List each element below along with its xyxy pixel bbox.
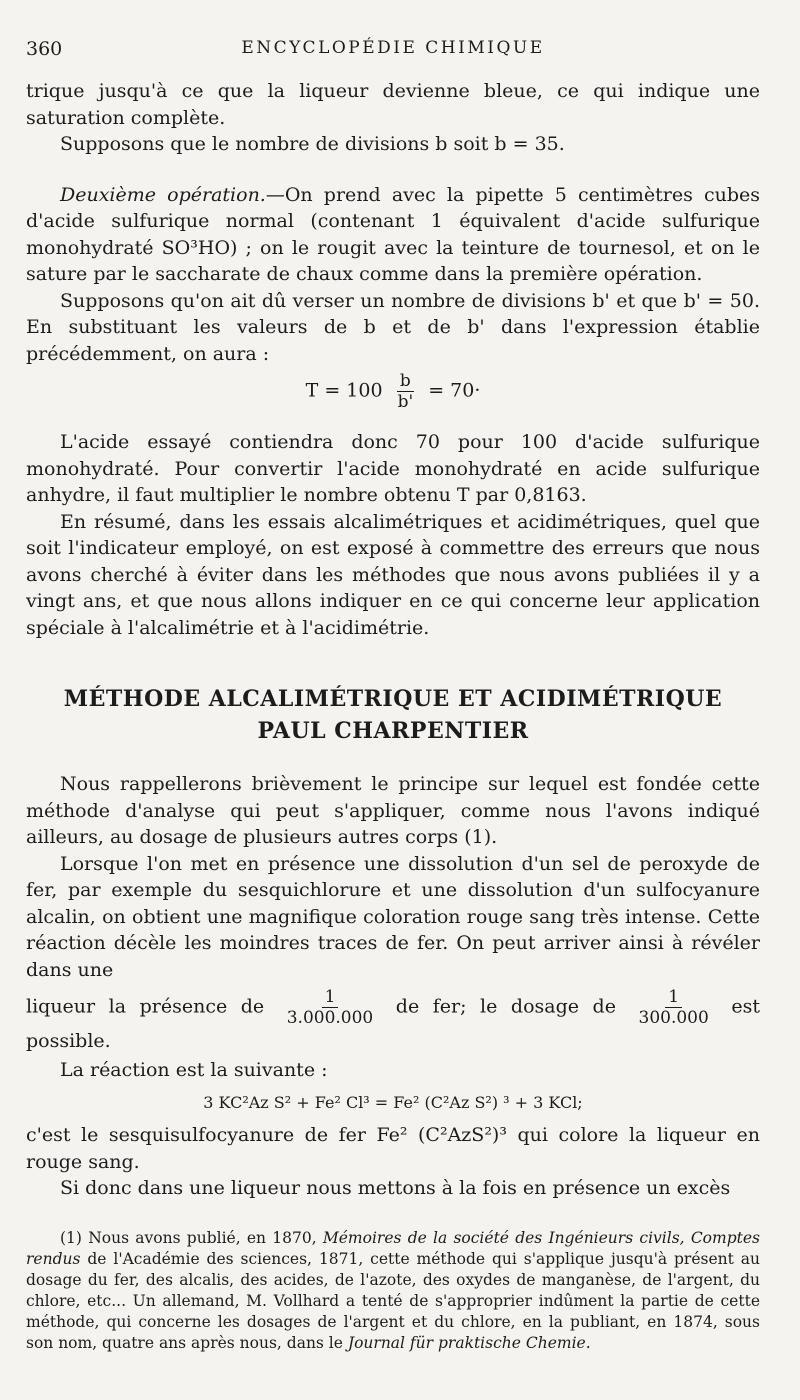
formula-t	[26, 371, 760, 423]
text: de l'Académie des sciences, 1871, cette méthode qui s'applique jusqu'à présent au dosage du fer, des alcalis, des acides, de l'azote, des oxydes de manganèse, de l'argent, du chlore, etc... Un allemand, M. Vollhard a tenté de s'approprier indûment la partie de cette méthode, qui concerne les dosages de l'argent et du chlore, en la publiant, en 1874, sous son nom, quatre ans après nous, dans le	[26, 1249, 760, 1352]
formula-right: = 70·	[428, 379, 481, 402]
paragraph: trique jusqu'à ce que la liqueur devienne bleue, ce qui indique une saturation complète.	[26, 80, 760, 129]
paragraph: c'est le sesquisulfocyanure de fer Fe² (C²AzS²)³ qui colore la liqueur en rouge sang.	[26, 1124, 760, 1173]
text: Nous avons publié, en 1870,	[88, 1228, 317, 1247]
fraction-numerator: b	[397, 371, 414, 392]
page-number: 360	[26, 38, 63, 60]
fraction-denominator: 300.000	[638, 1008, 709, 1028]
fraction-denominator: 3.000.000	[286, 1008, 374, 1028]
fraction-numerator: 1	[665, 987, 682, 1008]
operation-heading: Deuxième opération.	[60, 183, 266, 206]
text: est possible.	[26, 995, 760, 1052]
page-header	[26, 38, 760, 62]
paragraph: La réaction est la suivante :	[60, 1058, 328, 1081]
paragraph-text: —On prend avec la pipette 5 centimètres cubes d'acide sulfurique normal (contenant 1 équivalent d'acide sulfurique monohydraté SO³HO) ; on le rougit avec la teinture de tournesol, et on le sature par le saccharate de chaux comme dans la première opération.	[26, 183, 761, 285]
page-body	[26, 78, 760, 1354]
text: de fer; le dosage de	[395, 995, 616, 1018]
paragraph: Nous rappellerons brièvement le principe sur lequel est fondée cette méthode d'analyse qui peut s'appliquer, comme nous l'avons indiqué ailleurs, au dosage de plusieurs autres corps (1).	[26, 773, 760, 848]
paragraph: Supposons qu'on ait dû verser un nombre de divisions b' et que b' = 50. En substituant les valeurs de b et de b' dans l'expression établie précédemment, on aura :	[26, 289, 760, 365]
paragraph: L'acide essayé contiendra donc 70 pour 100 d'acide sulfurique monohydraté. Pour convertir l'acide monohydraté en acide sulfurique anhydre, il faut multiplier le nombre obtenu T par 0,8163.	[26, 431, 760, 506]
paragraph: Supposons que le nombre de divisions b soit b = 35.	[60, 133, 565, 155]
paragraph: Lorsque l'on met en présence une dissolution d'un sel de peroxyde de fer, par exemple du sesquichlorure et une dissolution d'un sulfocyanure alcalin, on obtient une magnifique coloration rouge sang très intense. Cette réaction décèle les moindres traces de fer. On peut arriver ainsi à révéler dans une	[26, 852, 760, 981]
citation: Journal für praktische Chemie.	[347, 1333, 591, 1352]
section-title: MÉTHODE ALCALIMÉTRIQUE ET ACIDIMÉTRIQUE	[63, 686, 723, 712]
citation: Mémoires de la société des Ingénieurs civils, Comptes rendus	[26, 1228, 760, 1268]
footnote-marker: (1)	[60, 1228, 82, 1247]
footnote	[26, 1228, 760, 1354]
fraction	[636, 987, 712, 1028]
fraction-numerator: 1	[322, 987, 339, 1008]
footnote-text	[26, 1228, 760, 1354]
formula-left: T = 100	[305, 379, 383, 402]
fraction	[284, 987, 377, 1028]
section-subtitle: PAUL CHARPENTIER	[257, 718, 529, 744]
chemical-equation: 3 KC²Az S² + Fe² Cl³ = Fe² (C²Az S²) ³ + 3 KCl;	[203, 1093, 583, 1112]
paragraph: Si donc dans une liqueur nous mettons à la fois en présence un excès	[60, 1177, 731, 1199]
paragraph	[26, 182, 760, 288]
fraction-denominator: b'	[397, 392, 414, 412]
paragraph-fractions	[26, 987, 760, 1055]
text: liqueur la présence de	[26, 995, 265, 1018]
fraction	[395, 371, 417, 412]
running-title: ENCYCLOPÉDIE CHIMIQUE	[241, 38, 545, 58]
paragraph: En résumé, dans les essais alcalimétriques et acidimétriques, quel que soit l'indicateur employé, on est exposé à commettre des erreurs que nous avons cherché à éviter dans les méthodes que nous avons publiées il y a vingt ans, et que nous allons indiquer en ce qui concerne leur application spéciale à l'alcalimétrie et à l'acidimétrie.	[26, 510, 760, 639]
